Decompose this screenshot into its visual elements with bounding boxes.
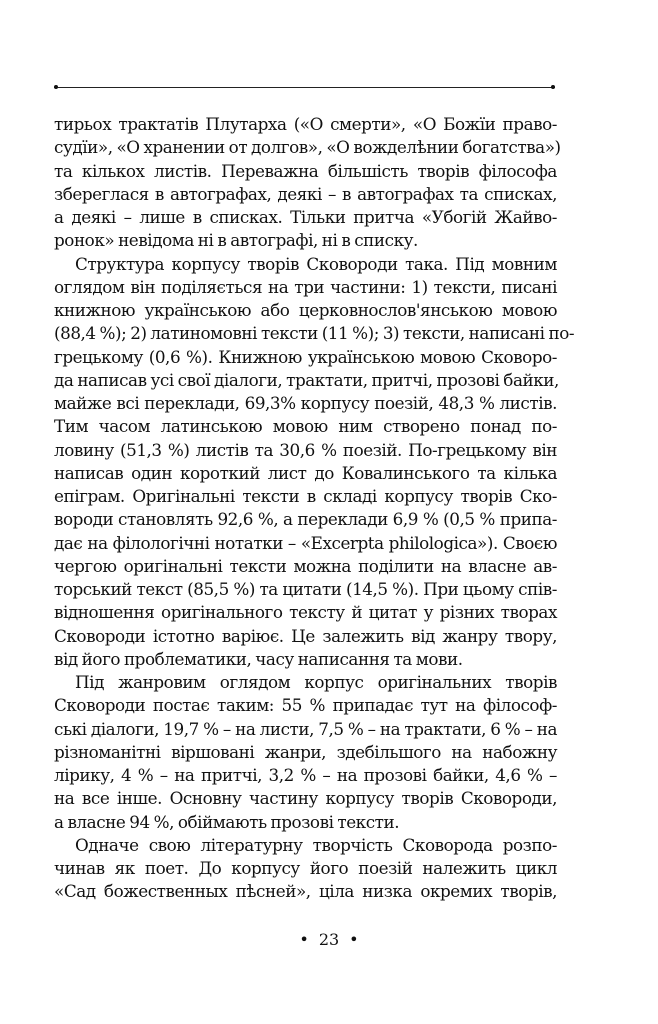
text-line: чергою оригінальні тексти можна поділити на власне ав-	[54, 555, 557, 576]
text-line: чинав як поет. До корпусу його поезій належить цикл	[54, 858, 557, 878]
text-line: тирьох трактатів Плутарха («О смерти», «О Божїи право-	[54, 114, 557, 134]
page-footer	[0, 930, 658, 950]
text-line: майже всі переклади, 69,3% корпусу поезій, 48,3 % листів.	[54, 393, 557, 413]
text-line: та кількох листів. Переважна більшість творів філософа	[54, 160, 557, 181]
text-line: Структура корпусу творів Сковороди така. Під мовним	[75, 253, 557, 274]
text-line: да написав усі свої діалоги, трактати, притчі, прозові байки,	[54, 369, 559, 390]
text-line: книжною українською або церковнослов'янською мовою	[54, 300, 557, 320]
rule-dot-right	[551, 85, 555, 89]
text-line: вороди становлять 92,6 %, а переклади 6,9 % (0,5 % припа-	[54, 509, 557, 530]
text-line: Тим часом латинською мовою ним створено понад по-	[54, 416, 557, 437]
text-line: (88,4 %); 2) латиномовні тексти (11 %); 3) тексти, написані по-	[54, 323, 575, 344]
text-line: ловину (51,3 %) листів та 30,6 % поезій. По-грецькому він	[54, 439, 557, 460]
text-line: ронок» невідома ні в автографі, ні в списку.	[54, 230, 418, 251]
text-line: від його проблематики, часу написання та мови.	[54, 648, 463, 669]
page-number: 23	[318, 930, 340, 949]
text-line: торський текст (85,5 %) та цитати (14,5 %). При цьому спів-	[54, 579, 557, 599]
text-line: різноманітні віршовані жанри, здебільшого на набожну	[54, 741, 557, 762]
text-line: ські діалоги, 19,7 % – на листи, 7,5 % – на трактати, 6 % – на	[54, 718, 557, 739]
text-line: епіграм. Оригінальні тексти в складі корпусу творів Ско-	[54, 486, 557, 506]
text-line: «Сад божественных пѣсней», ціла низка окремих творів,	[54, 881, 557, 902]
text-line: а деякі – лише в списках. Тільки притча «Убогій Жайво-	[54, 207, 557, 227]
text-line: дає на філологічні нотатки – «Excerpta philologica»). Своєю	[54, 532, 557, 553]
text-line: збереглася в автографах, деякі – в автографах та списках,	[54, 183, 557, 204]
text-line: Одначе свою літературну творчість Сковорода розпо-	[75, 834, 557, 855]
text-line: на все інше. Основну частину корпусу творів Сковороди,	[54, 788, 557, 809]
header-rule	[54, 87, 555, 88]
text-line: судїи», «О хранении от долгов», «О вожделѣнии богатства»)	[54, 137, 561, 158]
text-line: Сковороди постає таким: 55 % припадає тут на філософ-	[54, 695, 557, 716]
text-line: написав один короткий лист до Ковалинського та кілька	[54, 462, 557, 483]
rule-dot-left	[54, 85, 58, 89]
folio-bullet-right: •	[349, 930, 359, 949]
text-line: Сковороди істотно варіює. Це залежить від жанру твору,	[54, 625, 557, 646]
text-line: відношення оригінального тексту й цитат у різних творах	[54, 602, 557, 623]
text-line: грецькому (0,6 %). Книжною українською мовою Сковоро-	[54, 346, 557, 367]
folio-bullet-left: •	[299, 930, 309, 949]
text-line: а власне 94 %, обіймають прозові тексти.	[54, 811, 400, 832]
text-line: Під жанровим оглядом корпус оригінальних творів	[75, 672, 557, 692]
text-line: оглядом він поділяється на три частини: 1) тексти, писані	[54, 276, 557, 297]
text-line: лірику, 4 % – на притчі, 3,2 % – на прозові байки, 4,6 % –	[54, 765, 557, 785]
body-text	[54, 113, 575, 904]
